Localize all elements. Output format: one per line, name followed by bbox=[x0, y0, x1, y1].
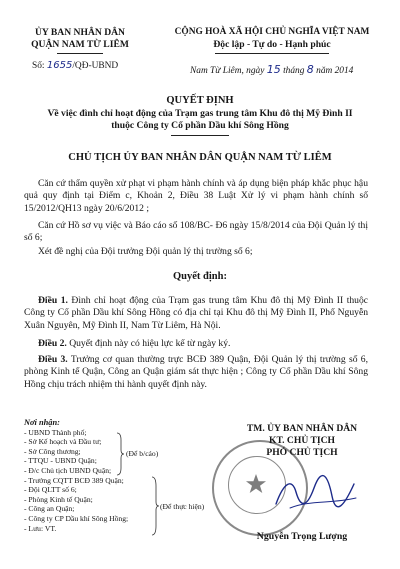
recipients-note-execute: (Để thực hiện) bbox=[160, 502, 205, 511]
recipient-item: - Trưởng CQTT BCĐ 389 Quận; bbox=[24, 475, 124, 485]
signature-line3: PHÓ CHỦ TỊCH bbox=[266, 447, 338, 458]
recipients-brace-1 bbox=[115, 432, 125, 476]
article-2-text: Quyết định này có hiệu lực kể từ ngày ký. bbox=[69, 338, 231, 349]
article-3-text: Trưởng cơ quan thường trực BCĐ 389 Quận, Đội Quản lý thị trường số 6, phòng Kinh tế Quận, Công an Quận giám sát thực hiện ; Công ty Cổ phần Dầu khí Sông Hồng chịu trách nhiệm thi hành quyết định này. bbox=[24, 354, 368, 390]
recipient-item: - Đ/c Chủ tịch UBND Quận; bbox=[24, 465, 112, 475]
recipient-item: - UBND Thành phố; bbox=[24, 427, 87, 437]
recipient-item: - Sở Công thương; bbox=[24, 446, 81, 456]
document-number bbox=[32, 60, 118, 71]
signer-name: Nguyễn Trọng Lượng bbox=[256, 531, 348, 542]
recipient-item: - Phòng Kinh tế Quận; bbox=[24, 494, 93, 504]
recipient-item: - Công an Quận; bbox=[24, 504, 75, 514]
doc-no-handwritten: 1655 bbox=[46, 60, 73, 71]
star-emblem-icon bbox=[245, 473, 267, 495]
agency-name-line2: QUẬN NAM TỪ LIÊM bbox=[31, 39, 129, 50]
date-month: 8 bbox=[306, 63, 314, 76]
signature-line1: TM. ỦY BAN NHÂN DÂN bbox=[246, 423, 358, 434]
legal-basis-2: Căn cứ Hồ sơ vụ việc và Báo cáo số 108/BC- Đ6 ngày 15/8/2014 của Đội Quản lý thị số 6; bbox=[24, 220, 368, 244]
legal-basis-1: Căn cứ thẩm quyền xử phạt vi phạm hành chính và áp dụng biện pháp khắc phục hậu quả quy định tại Điểm c, Khoản 2, Điều 38 Luật Xử lý vi phạm hành chính số 15/2012/QH13 ngày 20/6/2012 ; bbox=[24, 178, 368, 214]
decision-heading: Quyết định: bbox=[173, 271, 227, 282]
date-place: Nam Từ Liêm, ngày bbox=[190, 66, 265, 76]
agency-name-line1: ỦY BAN NHÂN DÂN bbox=[35, 27, 125, 38]
agency-underline bbox=[57, 53, 103, 54]
date-day: 15 bbox=[266, 63, 281, 76]
recipient-item: - Đội QLTT số 6; bbox=[24, 485, 77, 495]
legal-basis-3: Xét đề nghị của Đội trưởng Đội quản lý thị trường số 6; bbox=[38, 246, 253, 257]
article-1-label: Điều 1. bbox=[38, 295, 68, 306]
subject-line2: thuộc Công ty Cổ phần Dầu khí Sông Hồng bbox=[111, 120, 289, 131]
date-year: năm 2014 bbox=[316, 66, 354, 76]
subject-line1: Về việc đình chỉ hoạt động của Trạm gas trung tâm Khu đô thị Mỹ Đình II bbox=[47, 108, 353, 119]
date-month-label: tháng bbox=[283, 66, 305, 76]
national-motto: Độc lập - Tự do - Hạnh phúc bbox=[213, 39, 331, 50]
recipient-item: - Sở Kế hoạch và Đầu tư; bbox=[24, 437, 102, 447]
article-3 bbox=[24, 354, 368, 391]
national-title: CỘNG HOÀ XÃ HỘI CHỦ NGHĨA VIỆT NAM bbox=[174, 27, 370, 37]
doc-no-suffix: /QĐ-UBND bbox=[72, 61, 119, 71]
handwritten-signature bbox=[270, 470, 360, 516]
doc-no-prefix: Số: bbox=[32, 61, 45, 71]
document-type: QUYẾT ĐỊNH bbox=[166, 95, 234, 106]
article-2 bbox=[24, 338, 368, 350]
article-1 bbox=[24, 295, 368, 332]
recipients-heading: Nơi nhận: bbox=[24, 418, 60, 427]
motto-underline bbox=[215, 53, 329, 54]
article-3-label: Điều 3. bbox=[38, 354, 68, 365]
recipients-note-report: (Để b/cáo) bbox=[126, 449, 159, 458]
recipient-item: - TTQU - UBND Quận; bbox=[24, 456, 97, 466]
article-2-label: Điều 2. bbox=[38, 338, 67, 349]
issue-date bbox=[190, 63, 353, 76]
article-1-text: Đình chỉ hoạt động của Trạm gas trung tâm Khu đô thị Mỹ Đình II thuộc Công ty Cổ phần Dầu khí Sông Hồng có địa chỉ tại Khu đô thị Mỹ Đình II, Phố Nguyễn Xuân Nguyên, Mỹ Đình II, Nam Từ Liêm, Hà Nội. bbox=[24, 295, 369, 331]
issuing-authority: CHỦ TỊCH ỦY BAN NHÂN DÂN QUẬN NAM TỪ LIÊM bbox=[68, 152, 332, 163]
recipient-item: - Lưu: VT. bbox=[24, 523, 57, 533]
recipients-brace-2 bbox=[150, 476, 160, 536]
recipient-item: - Công ty CP Dầu khí Sông Hồng; bbox=[24, 513, 129, 523]
signature-line2: KT. CHỦ TỊCH bbox=[268, 435, 335, 446]
subject-underline bbox=[171, 135, 229, 136]
